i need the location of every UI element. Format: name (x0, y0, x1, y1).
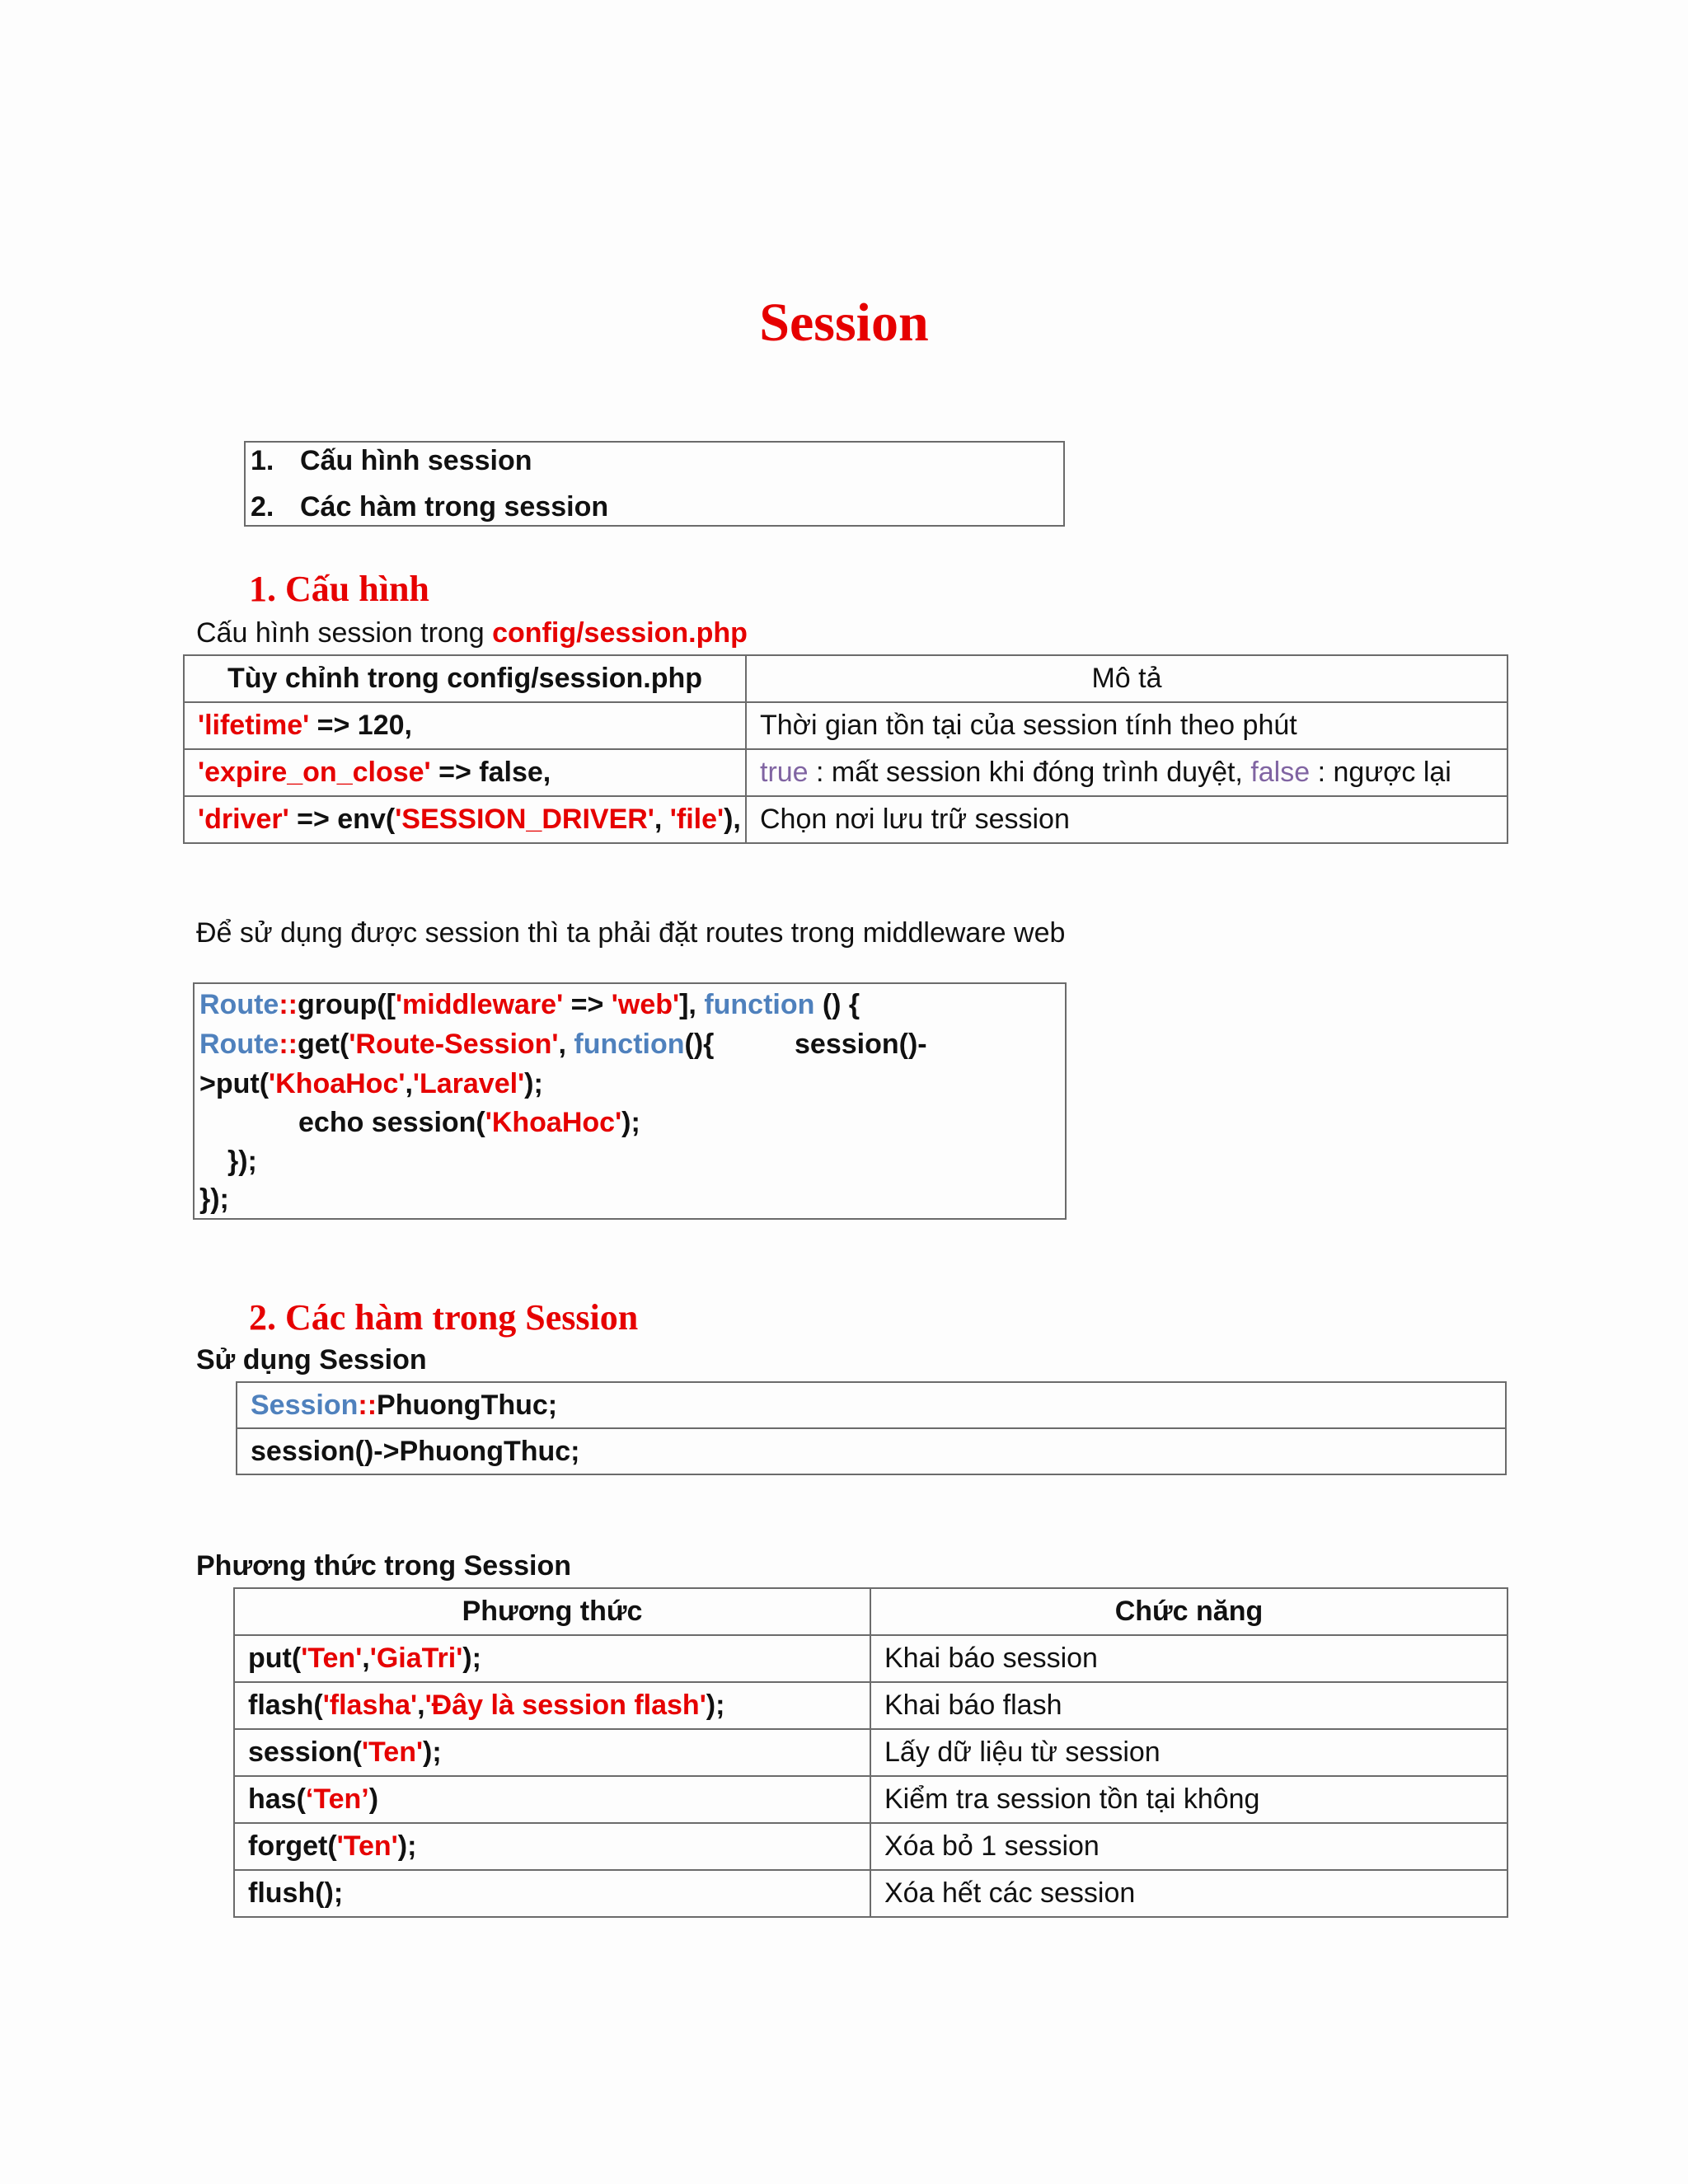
section-1-intro (196, 615, 748, 651)
toc-item-1[interactable] (251, 444, 532, 477)
middleware-note: Để sử dụng được session thì ta phải đặt routes trong middleware web (196, 917, 1066, 949)
config-table (183, 654, 1508, 844)
section-1-heading: 1. Cấu hình (249, 569, 429, 609)
table-row (234, 1635, 1507, 1682)
code-line: Route::group(['middleware' => 'web'], function () { (199, 989, 860, 1020)
toc-number: 1. (251, 445, 274, 476)
method-desc-cell: Kiểm tra session tồn tại không (870, 1776, 1507, 1823)
usage-helper-call: session()->PhuongThuc; (236, 1427, 1507, 1475)
toc-text: Cấu hình session (300, 445, 532, 476)
table-header-row (184, 655, 1507, 702)
column-header: Mô tả (746, 655, 1507, 702)
table-row (234, 1729, 1507, 1776)
table-row (234, 1870, 1507, 1917)
toc-item-2[interactable] (251, 490, 608, 523)
toc-number: 2. (251, 491, 274, 523)
code-line: }); (227, 1146, 257, 1177)
table-row (234, 1682, 1507, 1729)
method-cell: has(‘Ten’) (234, 1776, 870, 1823)
method-cell: flash('flasha','Đây là session flash'); (234, 1682, 870, 1729)
method-cell: flush(); (234, 1870, 870, 1917)
method-cell: put('Ten','GiaTri'); (234, 1635, 870, 1682)
config-key-cell: 'driver' => env('SESSION_DRIVER', 'file'), (184, 796, 746, 843)
section-2-heading: 2. Các hàm trong Session (249, 1297, 639, 1338)
page-title: Session (759, 293, 929, 353)
table-header-row (234, 1588, 1507, 1635)
config-desc-cell: Chọn nơi lưu trữ session (746, 796, 1507, 843)
method-desc-cell: Xóa hết các session (870, 1870, 1507, 1917)
config-key-cell: 'lifetime' => 120, (184, 702, 746, 749)
table-row (234, 1823, 1507, 1870)
code-line: }); (199, 1183, 229, 1215)
code-line: echo session('KhoaHoc'); (298, 1107, 640, 1138)
config-key-cell: 'expire_on_close' => false, (184, 749, 746, 796)
table-row (184, 702, 1507, 749)
intro-text: Cấu hình session trong (196, 617, 493, 649)
code-block (193, 982, 1067, 1220)
code-line: >put('KhoaHoc','Laravel'); (199, 1068, 543, 1099)
toc-text: Các hàm trong session (300, 491, 609, 523)
config-path: config/session.php (492, 617, 748, 649)
method-cell: session('Ten'); (234, 1729, 870, 1776)
table-row (184, 749, 1507, 796)
code-line: Route::get('Route-Session', function(){ (199, 1029, 715, 1060)
column-header: Phương thức (234, 1588, 870, 1635)
usage-box (236, 1381, 1507, 1477)
methods-label: Phương thức trong Session (196, 1550, 571, 1582)
methods-table (233, 1587, 1508, 1918)
usage-static-call: Session::PhuongThuc; (236, 1381, 1507, 1429)
table-of-contents (244, 441, 1065, 527)
method-cell: forget('Ten'); (234, 1823, 870, 1870)
column-header: Chức năng (870, 1588, 1507, 1635)
config-desc-cell: Thời gian tồn tại của session tính theo phút (746, 702, 1507, 749)
table-row (234, 1776, 1507, 1823)
config-desc-cell: true : mất session khi đóng trình duyệt, false : ngược lại (746, 749, 1507, 796)
code-line: session()- (795, 1029, 927, 1060)
column-header: Tùy chỉnh trong config/session.php (184, 655, 746, 702)
method-desc-cell: Xóa bỏ 1 session (870, 1823, 1507, 1870)
method-desc-cell: Khai báo session (870, 1635, 1507, 1682)
method-desc-cell: Lấy dữ liệu từ session (870, 1729, 1507, 1776)
table-row (184, 796, 1507, 843)
method-desc-cell: Khai báo flash (870, 1682, 1507, 1729)
usage-label: Sử dụng Session (196, 1344, 427, 1376)
